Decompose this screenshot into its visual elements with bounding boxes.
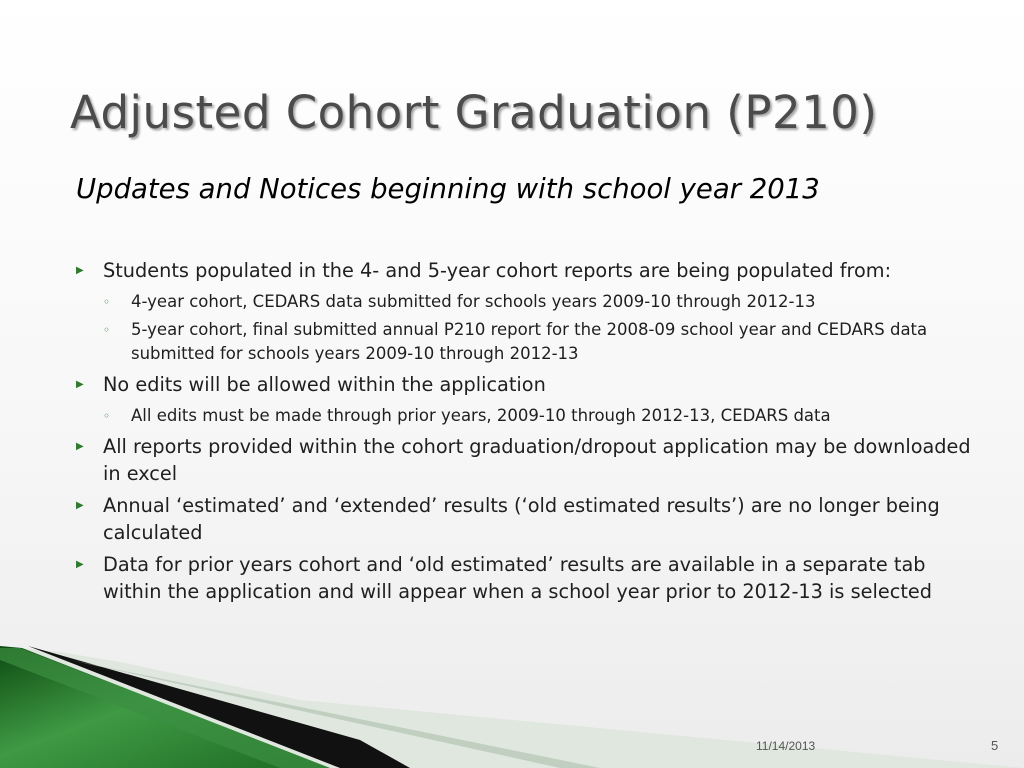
bullet-text: Annual ‘estimated’ and ‘extended’ results (‘old estimated results’) are no longer being calculated bbox=[103, 494, 940, 544]
slide-subheading: Updates and Notices beginning with school year 2013 bbox=[76, 173, 820, 205]
bullet-item bbox=[76, 492, 976, 546]
footer-date: 11/14/2013 bbox=[756, 739, 816, 753]
triangle-right-icon: ▶ bbox=[76, 559, 84, 570]
sub-bullet-text: 4-year cohort, CEDARS data submitted for schools years 2009-10 through 2012-13 bbox=[131, 292, 816, 311]
bullet-item bbox=[76, 371, 976, 428]
bullet-text: No edits will be allowed within the application bbox=[103, 373, 546, 396]
hollow-circle-icon: ◦ bbox=[103, 323, 111, 337]
hollow-circle-icon: ◦ bbox=[103, 409, 111, 423]
triangle-right-icon: ▶ bbox=[76, 379, 84, 390]
sub-bullet-item bbox=[103, 318, 976, 366]
bullet-item bbox=[76, 257, 976, 366]
bullet-item bbox=[76, 551, 976, 605]
sub-bullet-item bbox=[103, 404, 976, 428]
sub-bullet-list bbox=[103, 404, 976, 428]
bullet-item bbox=[76, 433, 976, 487]
bullet-text: Data for prior years cohort and ‘old estimated’ results are available in a separate tab within the application and will appear when a school year prior to 2012-13 is selected bbox=[103, 553, 932, 603]
triangle-right-icon: ▶ bbox=[76, 265, 84, 276]
sub-bullet-text: 5-year cohort, final submitted annual P210 report for the 2008-09 school year and CEDARS data submitted for schools years 2009-10 through 2012-13 bbox=[131, 320, 928, 363]
hollow-circle-icon: ◦ bbox=[103, 295, 111, 309]
bullet-text: All reports provided within the cohort graduation/dropout application may be downloaded in excel bbox=[103, 435, 971, 485]
slide-number: 5 bbox=[991, 738, 999, 753]
triangle-right-icon: ▶ bbox=[76, 441, 84, 452]
sub-bullet-item bbox=[103, 290, 976, 314]
bullet-text: Students populated in the 4- and 5-year cohort reports are being populated from: bbox=[103, 259, 892, 282]
bullet-list bbox=[76, 257, 976, 605]
sub-bullet-list bbox=[103, 290, 976, 366]
slide-title: Adjusted Cohort Graduation (P210) bbox=[70, 86, 878, 139]
triangle-right-icon: ▶ bbox=[76, 500, 84, 511]
sub-bullet-text: All edits must be made through prior years, 2009-10 through 2012-13, CEDARS data bbox=[131, 406, 831, 425]
